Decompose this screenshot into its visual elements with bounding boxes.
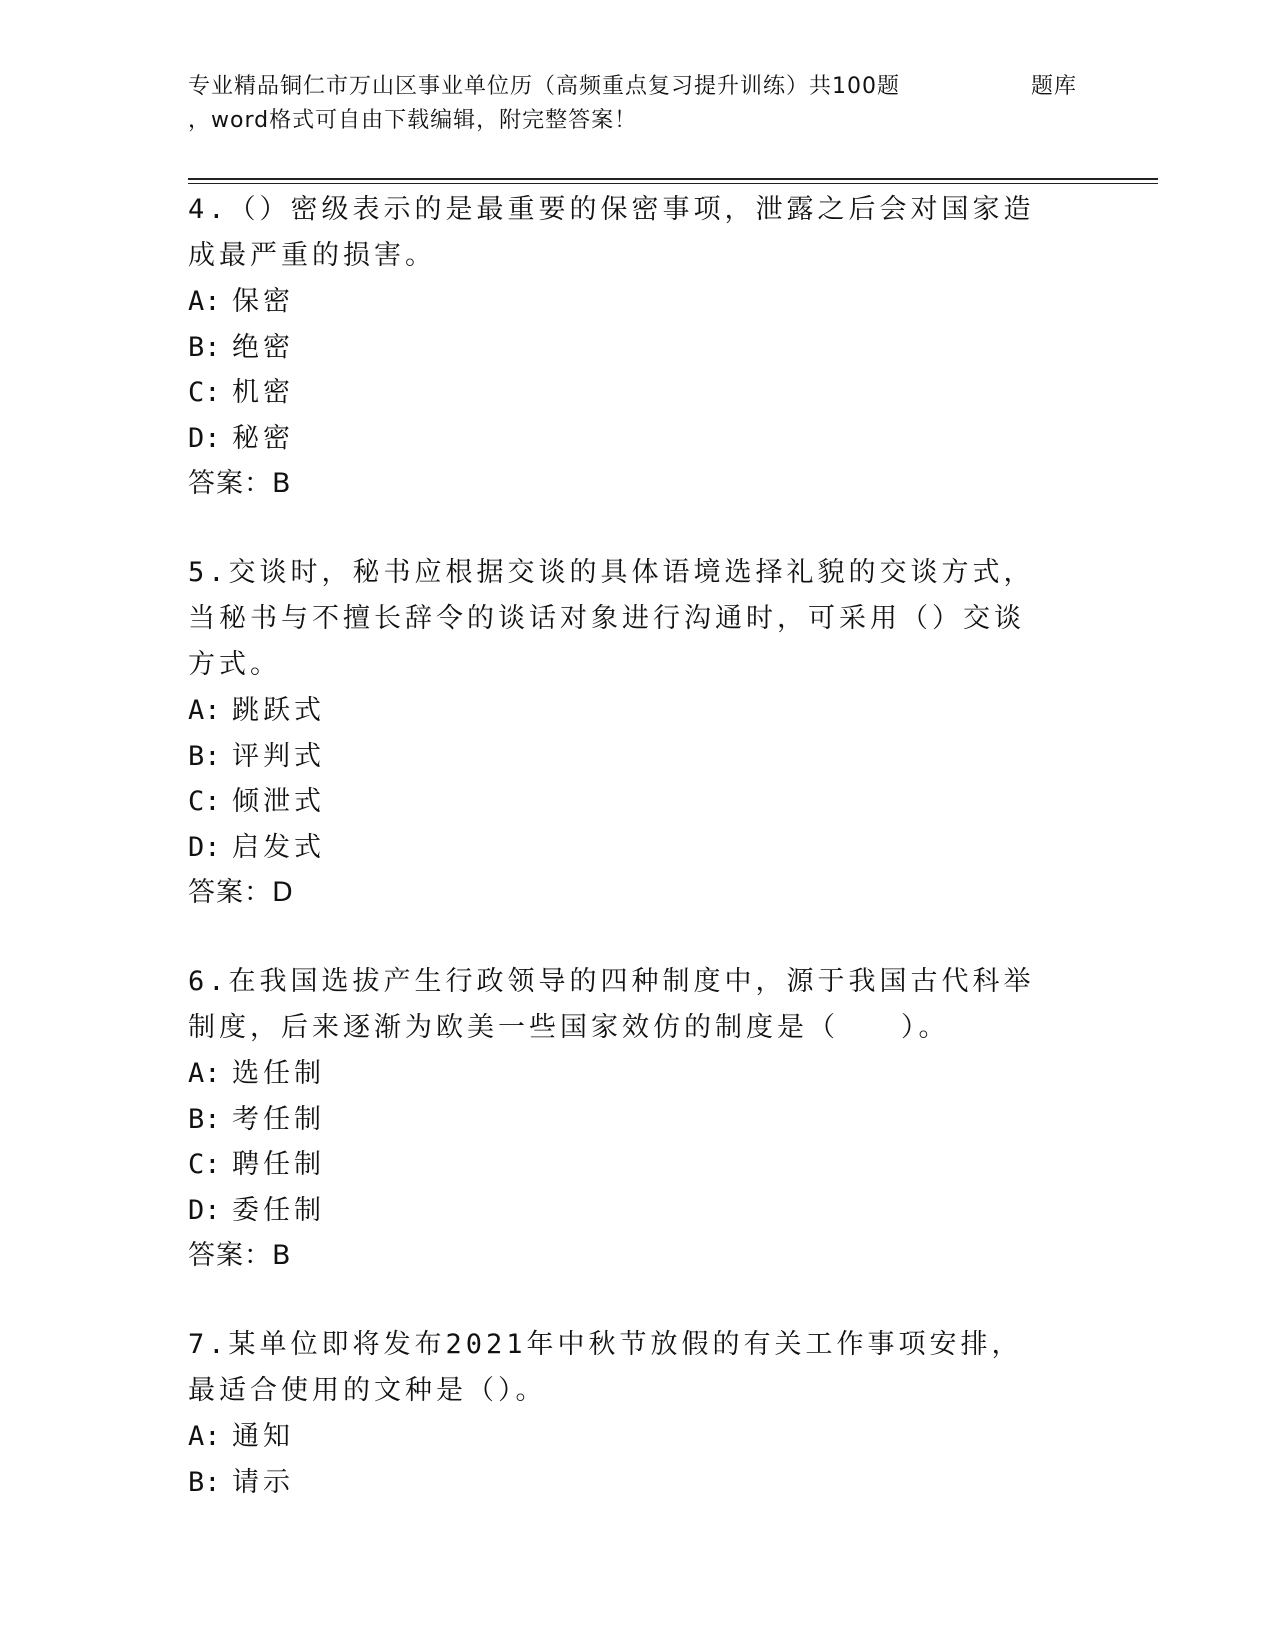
- question-stem: 4.（）密级表示的是最重要的保密事项，泄露之后会对国家造成最严重的损害。: [188, 194, 1035, 271]
- option-text: 跳跃式: [232, 695, 325, 726]
- option-text: 绝密: [232, 331, 294, 363]
- header-divider: [188, 178, 1158, 184]
- option-b: [188, 325, 1088, 371]
- option-a: [188, 688, 1088, 734]
- option-text: 启发式: [232, 831, 325, 863]
- option-b: [188, 734, 1088, 780]
- question-stem: 6.在我国选拔产生行政领导的四种制度中，源于我国古代科举制度，后来逐渐为欧美一些国家效仿的制度是（ ）。: [188, 966, 1035, 1043]
- option-key: B:: [188, 1466, 221, 1498]
- option-text: 委任制: [232, 1194, 325, 1226]
- option-text: 聘任制: [232, 1149, 325, 1180]
- question-stem: 7.某单位即将发布2021年中秋节放假的有关工作事项安排，最适合使用的文种是（）。: [188, 1329, 1023, 1406]
- header-tag: 题库: [1031, 74, 1078, 99]
- option-c: [188, 1142, 1088, 1188]
- option-b: [188, 1097, 1088, 1143]
- option-text: 倾泄式: [232, 786, 325, 817]
- option-key: A:: [188, 286, 221, 317]
- option-b: [188, 1460, 1088, 1506]
- option-text: 评判式: [232, 740, 325, 772]
- header-title: 专业精品铜仁市万山区事业单位历（高频重点复习提升训练）共100题: [188, 74, 900, 99]
- option-d: [188, 1188, 1088, 1234]
- option-d: [188, 416, 1088, 462]
- option-a: [188, 279, 1088, 325]
- option-text: 机密: [232, 377, 294, 408]
- option-key: C:: [188, 1149, 221, 1180]
- page-header: [188, 70, 1088, 138]
- option-text: 选任制: [232, 1058, 325, 1089]
- option-text: 考任制: [232, 1103, 325, 1135]
- option-a: [188, 1051, 1088, 1097]
- option-a: [188, 1414, 1088, 1460]
- option-key: A:: [188, 1058, 221, 1089]
- option-key: D:: [188, 1194, 221, 1226]
- question-4: [188, 187, 1088, 507]
- option-key: A:: [188, 1421, 221, 1452]
- option-c: [188, 779, 1088, 825]
- option-text: 保密: [232, 286, 294, 317]
- option-key: B:: [188, 740, 221, 772]
- option-c: [188, 370, 1088, 416]
- option-d: [188, 825, 1088, 871]
- answer: 答案：D: [188, 877, 294, 908]
- header-line-2: ，word格式可自由下载编辑，附完整答案！: [188, 108, 638, 133]
- option-key: D:: [188, 831, 221, 863]
- option-key: C:: [188, 786, 221, 817]
- option-key: D:: [188, 422, 221, 454]
- question-7: [188, 1322, 1088, 1505]
- question-6: [188, 959, 1088, 1279]
- option-text: 请示: [232, 1466, 294, 1498]
- header-line-1: [188, 70, 1088, 104]
- question-list: [188, 187, 1088, 1548]
- question-stem: 5.交谈时，秘书应根据交谈的具体语境选择礼貌的交谈方式，当秘书与不擅长辞令的谈话对象进行沟通时，可采用（）交谈方式。: [188, 557, 1035, 680]
- option-text: 通知: [232, 1421, 294, 1452]
- answer: 答案：B: [188, 468, 292, 499]
- option-key: C:: [188, 377, 221, 408]
- option-key: B:: [188, 331, 221, 363]
- answer: 答案：B: [188, 1240, 292, 1271]
- option-key: A:: [188, 695, 221, 726]
- option-key: B:: [188, 1103, 221, 1135]
- option-text: 秘密: [232, 422, 294, 454]
- question-5: [188, 550, 1088, 916]
